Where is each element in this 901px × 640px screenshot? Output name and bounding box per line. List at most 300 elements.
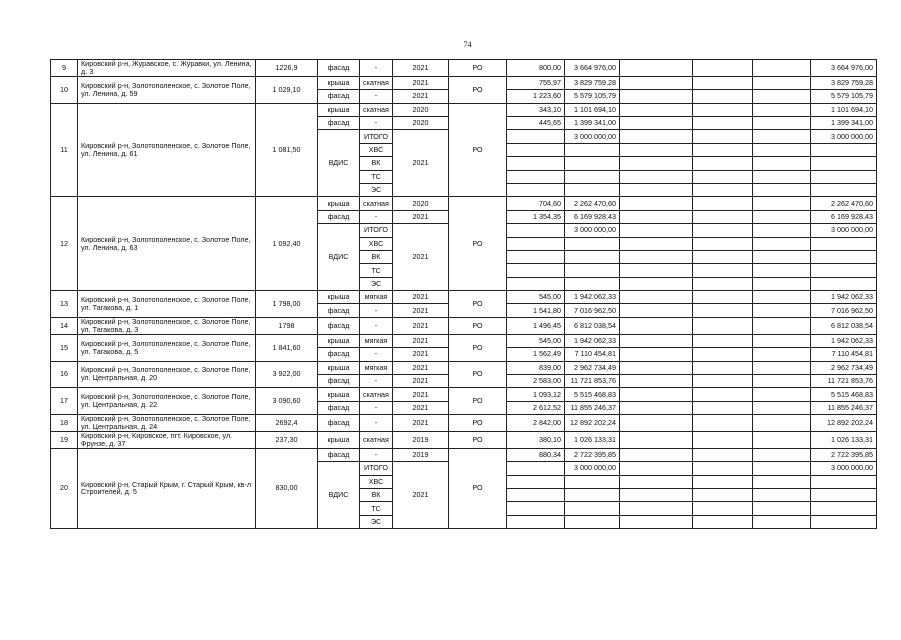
empty-cell (565, 250, 620, 263)
empty-cell (507, 277, 565, 290)
work-type: фасад (318, 90, 360, 103)
work-type: крыша (318, 291, 360, 304)
empty-cell (811, 502, 877, 515)
work-total: 2 722 395,85 (811, 448, 877, 461)
work-subtype: скатная (360, 388, 393, 401)
empty-cell (693, 515, 753, 528)
work-cost: 1 942 062,33 (565, 291, 620, 304)
work-volume: 755,97 (507, 76, 565, 89)
table-row (51, 415, 877, 432)
object-address: Кировский р-н, Золотополенское, с. Золотое Поле, ул. Ленина, д. 59 (78, 76, 256, 103)
empty-cell (693, 374, 753, 387)
funding-source: РО (449, 361, 507, 388)
work-subtype: мягкая (360, 291, 393, 304)
capital-repair-table (50, 59, 877, 529)
empty-cell (693, 183, 753, 196)
work-volume: 839,00 (507, 361, 565, 374)
vdis-total: 3 000 000,00 (811, 224, 877, 237)
empty-cell (693, 143, 753, 156)
work-subtype: скатная (360, 431, 393, 448)
work-year: 2020 (393, 103, 449, 116)
work-volume: 800,00 (507, 60, 565, 77)
empty-cell (693, 210, 753, 223)
work-volume: 1 496,45 (507, 317, 565, 334)
empty-cell (620, 130, 693, 143)
empty-cell (507, 183, 565, 196)
table-row (51, 291, 877, 304)
table-row (51, 448, 877, 461)
work-type: крыша (318, 103, 360, 116)
work-cost: 1 101 694,10 (565, 103, 620, 116)
work-type: крыша (318, 76, 360, 89)
empty-cell (753, 76, 811, 89)
work-subtype: - (360, 117, 393, 130)
empty-cell (620, 462, 693, 475)
table-row (51, 431, 877, 448)
empty-cell (693, 117, 753, 130)
work-total: 11 721 853,76 (811, 374, 877, 387)
object-address: Кировский р-н, Золотополенское, с. Золотое Поле, ул. Ленина, д. 61 (78, 103, 256, 197)
work-volume: 445,65 (507, 117, 565, 130)
object-address: Кировский р-н, Кировское, пгт. Кировское, ул. Фрунзе, д. 37 (78, 431, 256, 448)
empty-cell (507, 502, 565, 515)
empty-cell (753, 197, 811, 210)
empty-cell (753, 103, 811, 116)
empty-cell (620, 388, 693, 401)
empty-cell (507, 462, 565, 475)
work-subtype: мягкая (360, 334, 393, 347)
empty-cell (565, 502, 620, 515)
work-type: фасад (318, 348, 360, 361)
empty-cell (693, 130, 753, 143)
empty-cell (693, 361, 753, 374)
table-body (51, 60, 877, 529)
vdis-item: ВК (360, 250, 393, 263)
empty-cell (620, 348, 693, 361)
object-number: 19 (51, 431, 78, 448)
empty-cell (620, 515, 693, 528)
work-total: 1 942 062,33 (811, 291, 877, 304)
object-address: Кировский р-н, Золотополенское, с. Золотое Поле, ул. Тагакова, д. 1 (78, 291, 256, 318)
empty-cell (507, 143, 565, 156)
vdis-item: ЭС (360, 183, 393, 196)
empty-cell (811, 277, 877, 290)
object-area: 1 029,10 (256, 76, 318, 103)
empty-cell (693, 304, 753, 317)
empty-cell (693, 170, 753, 183)
empty-cell (753, 334, 811, 347)
empty-cell (507, 170, 565, 183)
work-subtype: скатная (360, 76, 393, 89)
vdis-item: ТС (360, 264, 393, 277)
object-area: 1 798,00 (256, 291, 318, 318)
work-cost: 1 942 062,33 (565, 334, 620, 347)
empty-cell (693, 103, 753, 116)
empty-cell (693, 237, 753, 250)
funding-source: РО (449, 431, 507, 448)
work-volume: 545,00 (507, 291, 565, 304)
empty-cell (620, 277, 693, 290)
vdis-item: ВК (360, 157, 393, 170)
work-total: 7 110 454,81 (811, 348, 877, 361)
work-subtype: - (360, 401, 393, 414)
empty-cell (753, 237, 811, 250)
empty-cell (753, 488, 811, 501)
object-number: 20 (51, 448, 78, 528)
empty-cell (693, 197, 753, 210)
empty-cell (620, 448, 693, 461)
work-subtype: - (360, 415, 393, 432)
empty-cell (693, 90, 753, 103)
empty-cell (753, 475, 811, 488)
empty-cell (620, 502, 693, 515)
object-number: 9 (51, 60, 78, 77)
empty-cell (507, 224, 565, 237)
object-number: 11 (51, 103, 78, 197)
vdis-cost: 3 000 000,00 (565, 462, 620, 475)
object-area: 2692,4 (256, 415, 318, 432)
vdis-label: ВДИС (318, 462, 360, 529)
table-row (51, 197, 877, 210)
work-cost: 3 664 976,00 (565, 60, 620, 77)
empty-cell (507, 157, 565, 170)
work-volume: 2 583,00 (507, 374, 565, 387)
work-cost: 1 026 133,31 (565, 431, 620, 448)
work-subtype: - (360, 374, 393, 387)
empty-cell (753, 224, 811, 237)
work-cost: 5 515 468,83 (565, 388, 620, 401)
vdis-year: 2021 (393, 462, 449, 529)
work-cost: 11 855 246,37 (565, 401, 620, 414)
empty-cell (753, 401, 811, 414)
work-year: 2021 (393, 291, 449, 304)
object-area: 1226,9 (256, 60, 318, 77)
empty-cell (693, 488, 753, 501)
empty-cell (811, 143, 877, 156)
object-address: Кировский р-н, Старый Крым, г. Старый Крым, кв-л Строителей, д. 5 (78, 448, 256, 528)
empty-cell (565, 264, 620, 277)
empty-cell (620, 415, 693, 432)
work-total: 2 962 734,49 (811, 361, 877, 374)
vdis-year: 2021 (393, 224, 449, 291)
empty-cell (620, 224, 693, 237)
empty-cell (811, 237, 877, 250)
funding-source: РО (449, 291, 507, 318)
funding-source: РО (449, 317, 507, 334)
empty-cell (753, 183, 811, 196)
empty-cell (565, 143, 620, 156)
work-year: 2021 (393, 388, 449, 401)
empty-cell (811, 183, 877, 196)
work-subtype: мягкая (360, 361, 393, 374)
object-number: 18 (51, 415, 78, 432)
work-year: 2021 (393, 76, 449, 89)
funding-source: РО (449, 197, 507, 291)
empty-cell (693, 388, 753, 401)
empty-cell (620, 291, 693, 304)
funding-source: РО (449, 415, 507, 432)
empty-cell (693, 76, 753, 89)
work-year: 2019 (393, 431, 449, 448)
work-year: 2020 (393, 197, 449, 210)
empty-cell (693, 224, 753, 237)
work-total: 12 892 202,24 (811, 415, 877, 432)
empty-cell (565, 183, 620, 196)
empty-cell (693, 348, 753, 361)
work-subtype: - (360, 348, 393, 361)
empty-cell (753, 448, 811, 461)
vdis-label: ВДИС (318, 224, 360, 291)
object-number: 13 (51, 291, 78, 318)
work-year: 2021 (393, 348, 449, 361)
vdis-item: ТС (360, 170, 393, 183)
work-type: крыша (318, 431, 360, 448)
empty-cell (753, 130, 811, 143)
empty-cell (753, 374, 811, 387)
work-subtype: скатная (360, 103, 393, 116)
work-subtype: - (360, 60, 393, 77)
empty-cell (620, 60, 693, 77)
empty-cell (753, 415, 811, 432)
object-number: 12 (51, 197, 78, 291)
empty-cell (693, 401, 753, 414)
work-type: фасад (318, 401, 360, 414)
vdis-item: ВК (360, 488, 393, 501)
work-cost: 6 169 928,43 (565, 210, 620, 223)
work-volume: 1 541,80 (507, 304, 565, 317)
empty-cell (693, 334, 753, 347)
empty-cell (811, 170, 877, 183)
empty-cell (507, 130, 565, 143)
work-type: фасад (318, 448, 360, 461)
empty-cell (565, 237, 620, 250)
empty-cell (693, 157, 753, 170)
object-area: 237,30 (256, 431, 318, 448)
empty-cell (565, 170, 620, 183)
work-volume: 1 223,60 (507, 90, 565, 103)
work-cost: 11 721 853,76 (565, 374, 620, 387)
work-year: 2021 (393, 304, 449, 317)
empty-cell (693, 291, 753, 304)
object-address: Кировский р-н, Золотополенское, с. Золотое Поле, ул. Центральная, д. 22 (78, 388, 256, 415)
work-cost: 7 016 962,50 (565, 304, 620, 317)
work-type: фасад (318, 60, 360, 77)
empty-cell (693, 317, 753, 334)
empty-cell (620, 197, 693, 210)
work-volume: 880,34 (507, 448, 565, 461)
object-area: 1 081,50 (256, 103, 318, 197)
object-area: 1 841,60 (256, 334, 318, 361)
work-total: 1 942 062,33 (811, 334, 877, 347)
work-volume: 545,00 (507, 334, 565, 347)
empty-cell (693, 264, 753, 277)
empty-cell (620, 157, 693, 170)
empty-cell (753, 277, 811, 290)
work-type: крыша (318, 361, 360, 374)
work-total: 3 829 759,28 (811, 76, 877, 89)
work-cost: 5 579 105,79 (565, 90, 620, 103)
empty-cell (811, 475, 877, 488)
funding-source: РО (449, 76, 507, 103)
empty-cell (507, 264, 565, 277)
empty-cell (620, 237, 693, 250)
object-address: Кировский р-н, Золотополенское, с. Золотое Поле, ул. Центральная, д. 20 (78, 361, 256, 388)
empty-cell (507, 488, 565, 501)
work-volume: 1 093,12 (507, 388, 565, 401)
empty-cell (620, 117, 693, 130)
funding-source: РО (449, 388, 507, 415)
empty-cell (620, 488, 693, 501)
empty-cell (753, 304, 811, 317)
empty-cell (565, 515, 620, 528)
object-address: Кировский р-н, Золотополенское, с. Золотое Поле, ул. Ленина, д. 63 (78, 197, 256, 291)
empty-cell (693, 250, 753, 263)
work-volume: 380,10 (507, 431, 565, 448)
table-row (51, 388, 877, 401)
work-total: 1 399 341,00 (811, 117, 877, 130)
empty-cell (693, 462, 753, 475)
empty-cell (693, 448, 753, 461)
table-row (51, 361, 877, 374)
empty-cell (693, 475, 753, 488)
object-address: Кировский р-н, Золотополенское, с. Золотое Поле, ул. Тагакова, д. 5 (78, 334, 256, 361)
empty-cell (753, 157, 811, 170)
work-subtype: скатная (360, 197, 393, 210)
work-year: 2021 (393, 415, 449, 432)
work-year: 2020 (393, 117, 449, 130)
empty-cell (753, 210, 811, 223)
work-volume: 1 562,49 (507, 348, 565, 361)
table-row (51, 76, 877, 89)
object-area: 830,00 (256, 448, 318, 528)
object-address: Кировский р-н, Золотополенское, с. Золотое Поле, ул. Центральная, д. 24 (78, 415, 256, 432)
work-total: 7 016 962,50 (811, 304, 877, 317)
vdis-item: ИТОГО (360, 130, 393, 143)
empty-cell (811, 157, 877, 170)
table-row (51, 334, 877, 347)
empty-cell (753, 117, 811, 130)
page-number: 74 (463, 40, 472, 49)
empty-cell (620, 250, 693, 263)
empty-cell (620, 374, 693, 387)
object-address: Кировский р-н, Золотополенское, с. Золотое Поле, ул. Тагакова, д. 3 (78, 317, 256, 334)
empty-cell (620, 210, 693, 223)
vdis-total: 3 000 000,00 (811, 462, 877, 475)
vdis-item: ТС (360, 502, 393, 515)
empty-cell (753, 143, 811, 156)
work-subtype: - (360, 304, 393, 317)
table-row (51, 317, 877, 334)
funding-source: РО (449, 334, 507, 361)
empty-cell (753, 250, 811, 263)
vdis-item: ЭС (360, 515, 393, 528)
empty-cell (753, 462, 811, 475)
empty-cell (507, 515, 565, 528)
work-subtype: - (360, 210, 393, 223)
empty-cell (620, 76, 693, 89)
work-cost: 1 399 341,00 (565, 117, 620, 130)
empty-cell (565, 157, 620, 170)
empty-cell (753, 90, 811, 103)
empty-cell (753, 291, 811, 304)
empty-cell (620, 401, 693, 414)
empty-cell (507, 475, 565, 488)
object-number: 14 (51, 317, 78, 334)
work-year: 2021 (393, 317, 449, 334)
empty-cell (753, 388, 811, 401)
work-cost: 2 262 470,60 (565, 197, 620, 210)
vdis-total: 3 000 000,00 (811, 130, 877, 143)
empty-cell (753, 515, 811, 528)
work-subtype: - (360, 90, 393, 103)
empty-cell (753, 502, 811, 515)
empty-cell (620, 334, 693, 347)
work-year: 2021 (393, 90, 449, 103)
object-number: 16 (51, 361, 78, 388)
empty-cell (565, 488, 620, 501)
work-subtype: - (360, 448, 393, 461)
work-type: крыша (318, 334, 360, 347)
empty-cell (507, 237, 565, 250)
work-type: фасад (318, 317, 360, 334)
empty-cell (620, 361, 693, 374)
work-volume: 1 354,35 (507, 210, 565, 223)
work-total: 6 812 038,54 (811, 317, 877, 334)
empty-cell (620, 475, 693, 488)
work-volume: 704,60 (507, 197, 565, 210)
empty-cell (753, 60, 811, 77)
empty-cell (811, 515, 877, 528)
work-type: фасад (318, 304, 360, 317)
empty-cell (753, 361, 811, 374)
work-total: 11 855 246,37 (811, 401, 877, 414)
work-total: 2 262 470,60 (811, 197, 877, 210)
object-area: 1798 (256, 317, 318, 334)
empty-cell (565, 475, 620, 488)
vdis-item: ХВС (360, 475, 393, 488)
work-cost: 2 962 734,49 (565, 361, 620, 374)
empty-cell (620, 143, 693, 156)
empty-cell (693, 502, 753, 515)
object-area: 3 922,00 (256, 361, 318, 388)
empty-cell (693, 277, 753, 290)
work-type: фасад (318, 415, 360, 432)
empty-cell (811, 488, 877, 501)
empty-cell (753, 170, 811, 183)
empty-cell (565, 277, 620, 290)
object-area: 3 090,60 (256, 388, 318, 415)
empty-cell (753, 317, 811, 334)
work-type: крыша (318, 388, 360, 401)
work-type: крыша (318, 197, 360, 210)
work-total: 1 026 133,31 (811, 431, 877, 448)
object-area: 1 092,40 (256, 197, 318, 291)
vdis-item: ЭС (360, 277, 393, 290)
empty-cell (693, 415, 753, 432)
work-subtype: - (360, 317, 393, 334)
work-year: 2021 (393, 374, 449, 387)
empty-cell (620, 90, 693, 103)
vdis-item: ХВС (360, 143, 393, 156)
work-cost: 2 722 395,85 (565, 448, 620, 461)
empty-cell (811, 264, 877, 277)
vdis-cost: 3 000 000,00 (565, 224, 620, 237)
work-volume: 343,10 (507, 103, 565, 116)
empty-cell (620, 170, 693, 183)
work-total: 1 101 694,10 (811, 103, 877, 116)
work-type: фасад (318, 210, 360, 223)
empty-cell (620, 264, 693, 277)
